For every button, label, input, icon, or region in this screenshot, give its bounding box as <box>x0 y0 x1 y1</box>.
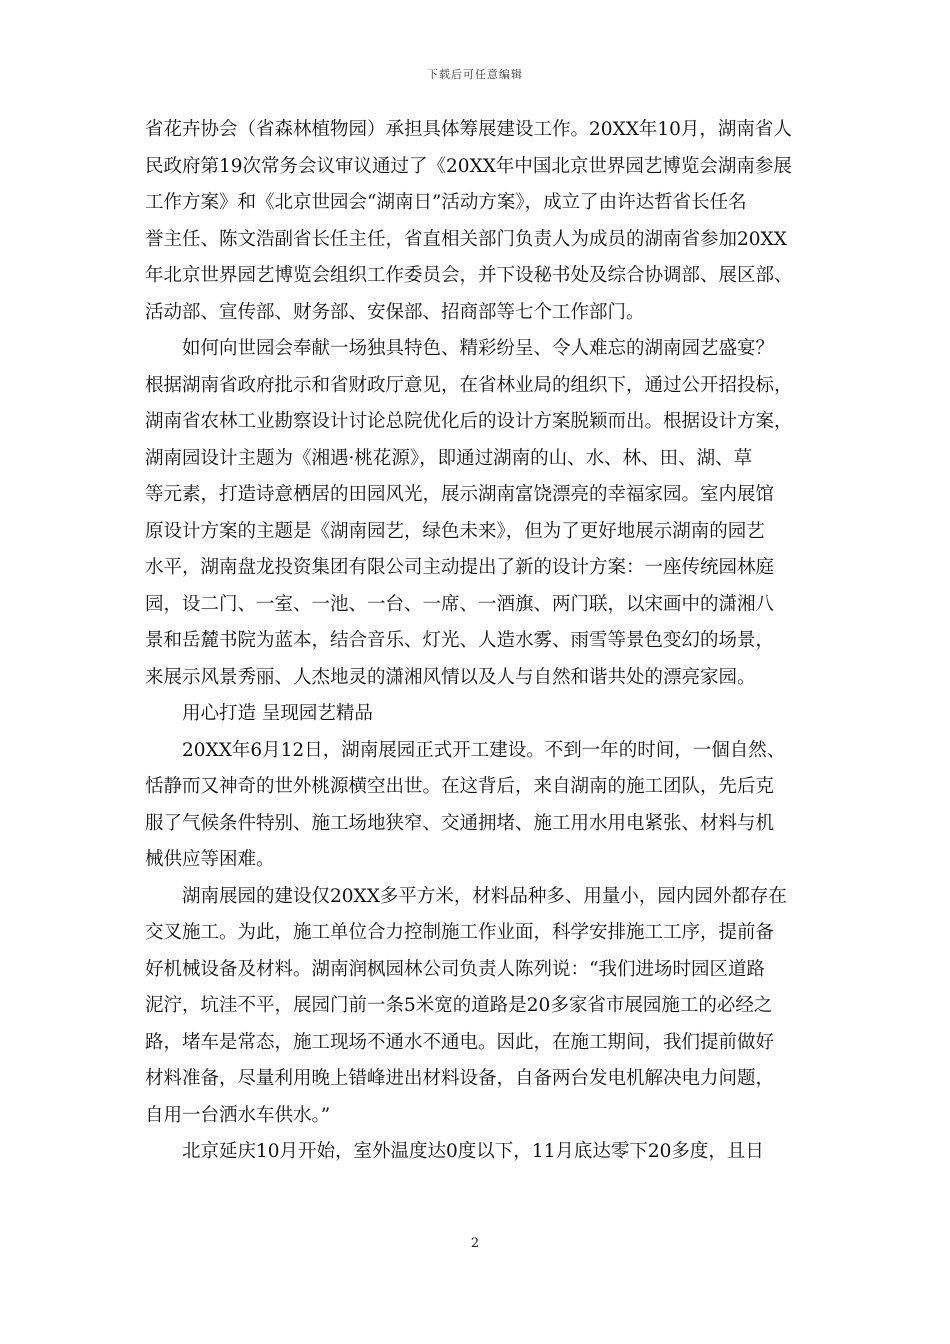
paragraph <box>145 696 825 733</box>
text-line: 湖南展园的建设仅20XX多平方米，材料品种多、用量小，园内园外都存在 <box>182 885 787 907</box>
paragraph <box>145 1134 825 1171</box>
text-line: 路，堵车是常态，施工现场不通水不通电。因此，在施工期间，我们提前做好 <box>145 1031 775 1053</box>
text-line: 来展示风景秀丽、人杰地灵的潇湘风情以及人与自然和谐共处的漂亮家园。 <box>145 666 756 688</box>
text-line: 原设计方案的主题是《湖南园艺，绿色未来》，但为了更好地展示湖南的园艺 <box>145 520 765 542</box>
text-line: 用心打造 呈现园艺精品 <box>182 703 373 724</box>
text-line: 园，设二门、一室、一池、一台、一席、一酒旗、两门联，以宋画中的潇湘八 <box>145 593 775 615</box>
paragraph <box>145 112 825 331</box>
page-number: 2 <box>470 1236 480 1251</box>
text-line: 根据湖南省政府批示和省财政厅意见，在省林业局的组织下，通过公开招投标， <box>145 374 793 396</box>
text-line: 如何向世园会奉献一场独具特色、精彩纷呈、令人难忘的湖南园艺盛宴？ <box>182 338 775 359</box>
text-line: 械供应等困难。 <box>145 849 275 870</box>
text-line: 自用一台洒水车供水。” <box>145 1104 331 1126</box>
text-line: 泥泞，坑洼不平，展园门前一条5米宽的道路是20多家省市展园施工的必经之 <box>145 995 773 1016</box>
text-line: 材料准备，尽量利用晚上错峰进出材料设备，自备两台发电机解决电力问题， <box>145 1068 775 1089</box>
document-body <box>145 112 825 1171</box>
text-line: 誉主任、陈文浩副省长任主任，省直相关部门负责人为成员的湖南省参加20XX <box>145 228 787 250</box>
text-line: 恬静而又神奇的世外桃源横空出世。在这背后，来自湖南的施工团队，先后克 <box>145 776 775 797</box>
text-line: 等元素，打造诗意栖居的田园风光，展示湖南富饶漂亮的幸福家园。室内展馆 <box>145 484 775 505</box>
text-line: 省花卉协会（省森林植物园）承担具体筹展建设工作。20XX年10月，湖南省人 <box>145 119 792 140</box>
text-line: 活动部、宣传部、财务部、安保部、招商部等七个工作部门。 <box>145 301 645 323</box>
text-line: 工作方案》和《北京世园会“湖南日”活动方案》，成立了由许达哲省长任名 <box>145 192 747 213</box>
text-line: 20XX年6月12日，湖南展园正式开工建设。不到一年的时间，一個自然、 <box>182 739 786 761</box>
text-line: 北京延庆10月开始，室外温度达0度以下，11月底达零下20多度，且日 <box>182 1141 764 1162</box>
text-line: 服了气候条件特别、施工场地狭窄、交通拥堵、施工用水用电紧张、材料与机 <box>145 812 775 834</box>
text-line: 湖南园设计主题为《湘遇·桃花源》，即通过湖南的山、水、林、田、湖、草 <box>145 447 753 469</box>
text-line: 水平，湖南盘龙投资集团有限公司主动提出了新的设计方案：一座传统园林庭 <box>145 557 775 578</box>
text-line: 交叉施工。为此，施工单位合力控制施工作业面，科学安排施工工序，提前备 <box>145 922 775 943</box>
text-line: 民政府第19次常务会议审议通过了《20XX年中国北京世界园艺博览会湖南参展 <box>145 155 792 177</box>
paragraph <box>145 879 825 1135</box>
paragraph <box>145 733 825 879</box>
text-line: 好机械设备及材料。湖南润枫园林公司负责人陈列说：“我们进场时园区道路 <box>145 958 765 980</box>
text-line: 景和岳麓书院为蓝本，结合音乐、灯光、人造水雾、雨雪等景色变幻的场景， <box>145 630 775 651</box>
page-header-note: 下载后可任意编辑 <box>427 68 523 81</box>
text-line: 湖南省农林工业勘察设计讨论总院优化后的设计方案脱颖而出。根据设计方案， <box>145 411 793 432</box>
paragraph <box>145 331 825 696</box>
text-line: 年北京世界园艺博览会组织工作委员会，并下设秘书处及综合协调部、展区部、 <box>145 265 793 286</box>
